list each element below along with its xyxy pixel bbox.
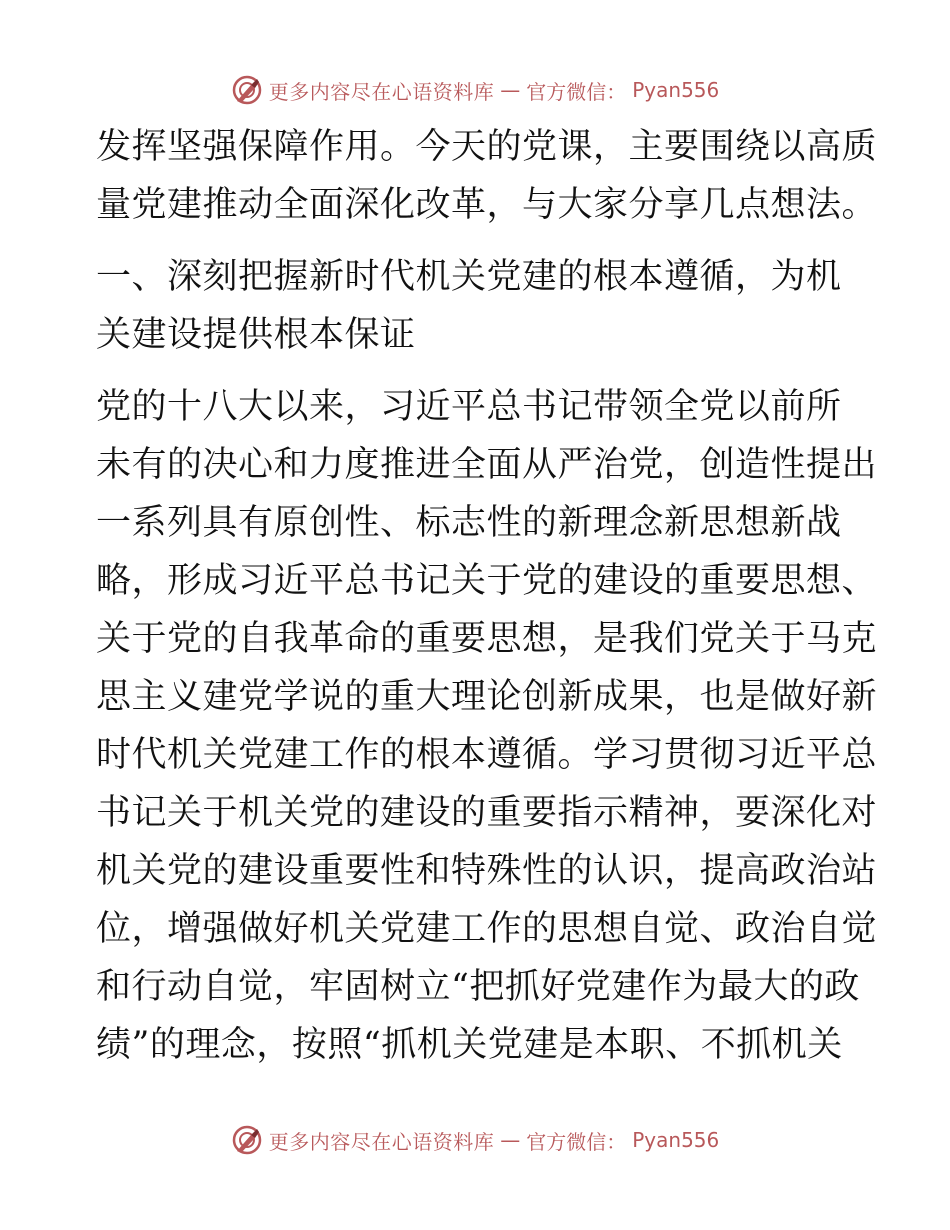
text-line: 绩”的理念，按照“抓机关党建是本职、不抓机关 [96,1025,843,1065]
text-line: 思主义建党学说的重大理论创新成果，也是做好新 [96,677,878,717]
section-heading-line: 关建设提供根本保证 [96,315,416,355]
watermark-label: 官方微信： [526,79,627,104]
text-line: 发挥坚强保障作用。今天的党课，主要围绕以高质 [96,127,878,167]
pen-logo-icon [231,1124,263,1156]
text-line: 量党建推动全面深化改革，与大家分享几点想法。 [96,185,878,225]
text-line: 关于党的自我革命的重要思想，是我们党关于马克 [96,619,878,659]
section-heading-line: 一、深刻把握新时代机关党建的根本遵循，为机 [96,257,842,297]
text-line: 机关党的建设重要性和特殊性的认识，提高政治站 [96,851,878,891]
watermark-id: Pyan556 [632,1128,720,1152]
text-line: 时代机关党建工作的根本遵循。学习贯彻习近平总 [96,735,878,775]
body-text [96,118,878,1074]
pen-logo-icon [231,74,263,106]
text-line: 未有的决心和力度推进全面从严治党，创造性提出 [96,445,878,485]
text-line: 略，形成习近平总书记关于党的建设的重要思想、 [96,561,878,601]
watermark-id: Pyan556 [632,78,720,102]
text-line: 一系列具有原创性、标志性的新理念新思想新战 [96,503,842,543]
text-line: 党的十八大以来，习近平总书记带领全党以前所 [96,387,842,427]
watermark-separator: — [500,78,521,102]
watermark-text: 更多内容尽在心语资料库 [268,1129,495,1154]
text-line: 和行动自觉，牢固树立“把抓好党建作为最大的政 [96,967,860,1007]
text-line: 位，增强做好机关党建工作的思想自觉、政治自觉 [96,909,878,949]
header-watermark [0,70,950,110]
watermark-text: 更多内容尽在心语资料库 [268,79,495,104]
text-line: 书记关于机关党的建设的重要指示精神，要深化对 [96,793,878,833]
watermark-separator: — [500,1128,521,1152]
watermark-label: 官方微信： [526,1129,627,1154]
footer-watermark [0,1120,950,1160]
